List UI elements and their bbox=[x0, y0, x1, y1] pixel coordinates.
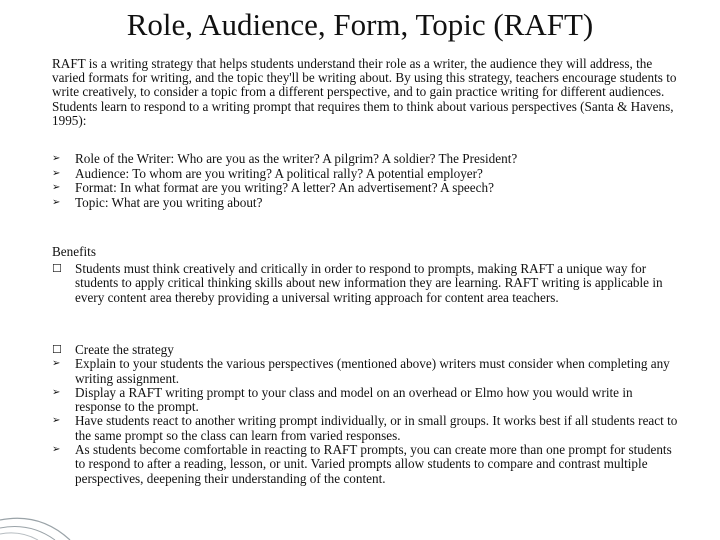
list-item: ➢ Format: In what format are you writing? A letter? An advertisement? A speech? bbox=[52, 180, 494, 196]
checkbox-bullet-icon: ☐ bbox=[52, 343, 62, 356]
list-item: ➢ Display a RAFT writing prompt to your class and model on an overhead or Elmo how you would write in response to the prompt. bbox=[52, 384, 633, 415]
arrow-bullet-icon: ➢ bbox=[52, 182, 61, 194]
list-item: ➢ As students become comfortable in reacting to RAFT prompts, you can create more than one prompt for students to respond to after a reading, lesson, or unit. Varied prompts allow students to compare and contrast multiple perspectives, deepening their understanding of the content. bbox=[52, 442, 672, 486]
list-item: ➢ Role of the Writer: Who are you as the writer? A pilgrim? A soldier? The President? bbox=[52, 151, 518, 166]
page-title: Role, Audience, Form, Topic (RAFT) bbox=[126, 7, 594, 42]
benefits-heading: Benefits bbox=[52, 244, 96, 259]
corner-decoration bbox=[0, 450, 90, 540]
raft-list bbox=[52, 152, 672, 210]
arrow-bullet-icon: ➢ bbox=[52, 153, 61, 164]
checkbox-bullet-icon: ☐ bbox=[52, 262, 62, 275]
arrow-bullet-icon: ➢ bbox=[52, 444, 61, 456]
arrow-bullet-icon: ➢ bbox=[52, 415, 61, 427]
arrow-bullet-icon: ➢ bbox=[52, 196, 61, 208]
arrow-bullet-icon: ➢ bbox=[52, 358, 61, 370]
intro-paragraph: RAFT is a writing strategy that helps students understand their role as a writer, the audience they will address, the varied formats for writing, and the topic they'll be writing about. By using this strategy, teachers encourage students to write creatively, to consider a topic from a different perspective, and to gain practice writing for different audiences. Students learn to respond to a writing prompt that requires them to think about various perspectives (Santa & Havens, 1995): bbox=[52, 56, 677, 128]
list-item: ➢ Topic: What are you writing about? bbox=[52, 194, 263, 210]
arrow-bullet-icon: ➢ bbox=[52, 167, 61, 179]
strategy-heading: Create the strategy bbox=[75, 342, 174, 357]
list-item bbox=[52, 343, 680, 357]
list-item: ➢ Audience: To whom are you writing? A political rally? A potential employer? bbox=[52, 165, 483, 181]
list-item: ➢ Explain to your students the various perspectives (mentioned above) writers must consider when completing any writing assignment. bbox=[52, 356, 670, 386]
arrow-bullet-icon: ➢ bbox=[52, 386, 61, 398]
list-item: ➢ Have students react to another writing prompt individually, or in small groups. It works best if all students react to the same prompt so the class can learn from varied responses. bbox=[52, 413, 678, 443]
benefits-list bbox=[52, 262, 680, 305]
strategy-list bbox=[52, 343, 680, 486]
list-item: ☐ Students must think creatively and critically in order to respond to prompts, making RAFT a unique way for students to apply critical thinking skills about new information they are learning. RAFT writing is applicable in every content area thereby providing a universal writing approach for content area teachers. bbox=[52, 261, 663, 305]
